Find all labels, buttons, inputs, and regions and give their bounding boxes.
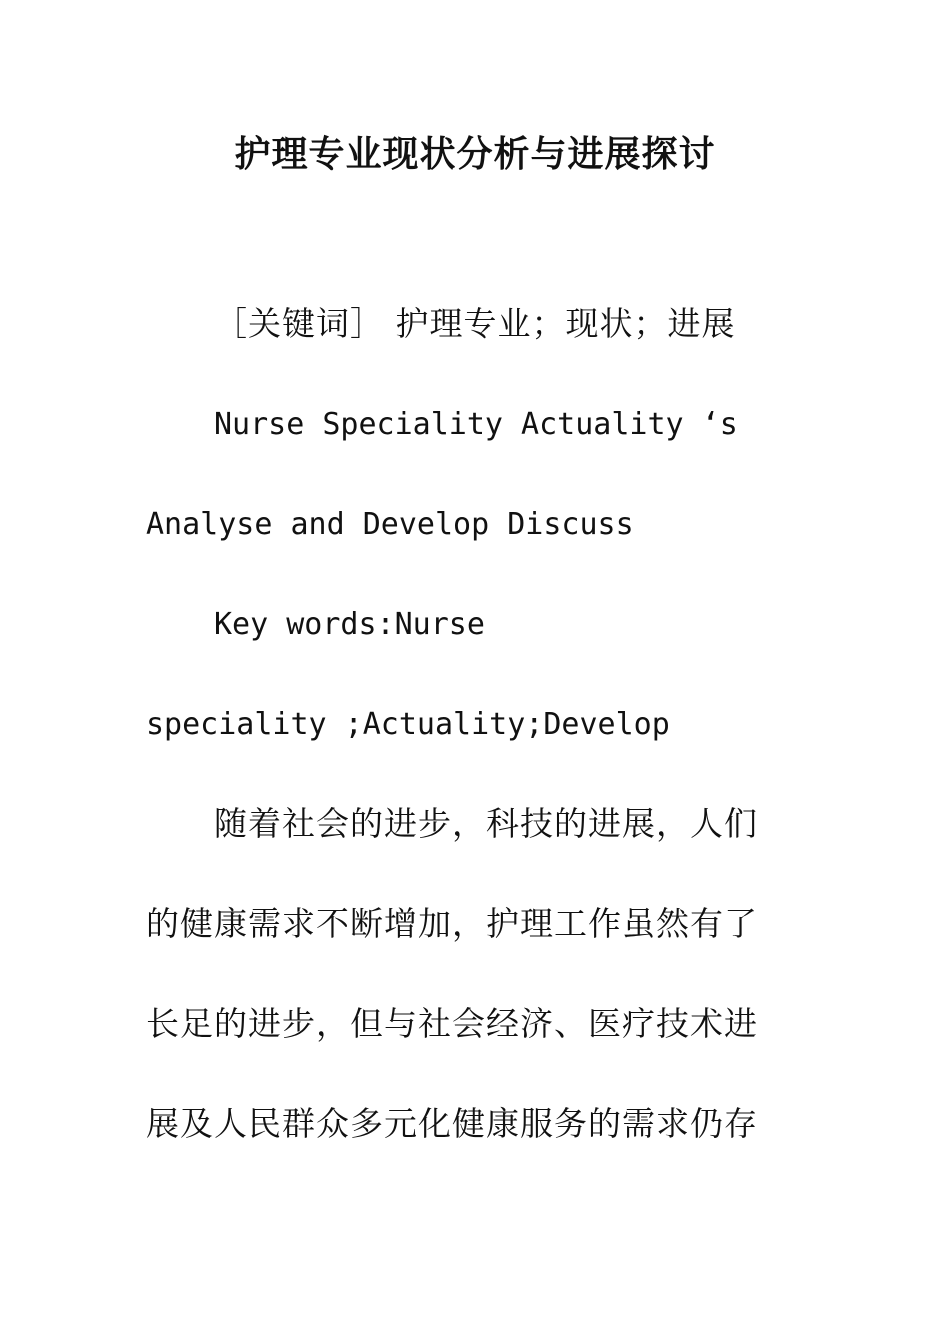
english-keywords-line-1: Key words:Nurse	[214, 607, 485, 642]
english-keywords-line-2: speciality ;Actuality;Develop	[146, 707, 670, 742]
english-title-line-1: Nurse Speciality Actuality ‘s	[214, 407, 738, 442]
body-text-line: 随着社会的进步，科技的进展，人们	[214, 804, 758, 843]
body-text-line: 展及人民群众多元化健康服务的需求仍存	[146, 1104, 758, 1143]
english-title-line-2: Analyse and Develop Discuss	[146, 507, 634, 542]
keywords-chinese: ［关键词］ 护理专业；现状；进展	[214, 304, 736, 343]
body-text-line: 长足的进步，但与社会经济、医疗技术进	[146, 1004, 758, 1043]
document-title: 护理专业现状分析与进展探讨	[234, 133, 716, 175]
body-text-line: 的健康需求不断增加，护理工作虽然有了	[146, 904, 758, 943]
